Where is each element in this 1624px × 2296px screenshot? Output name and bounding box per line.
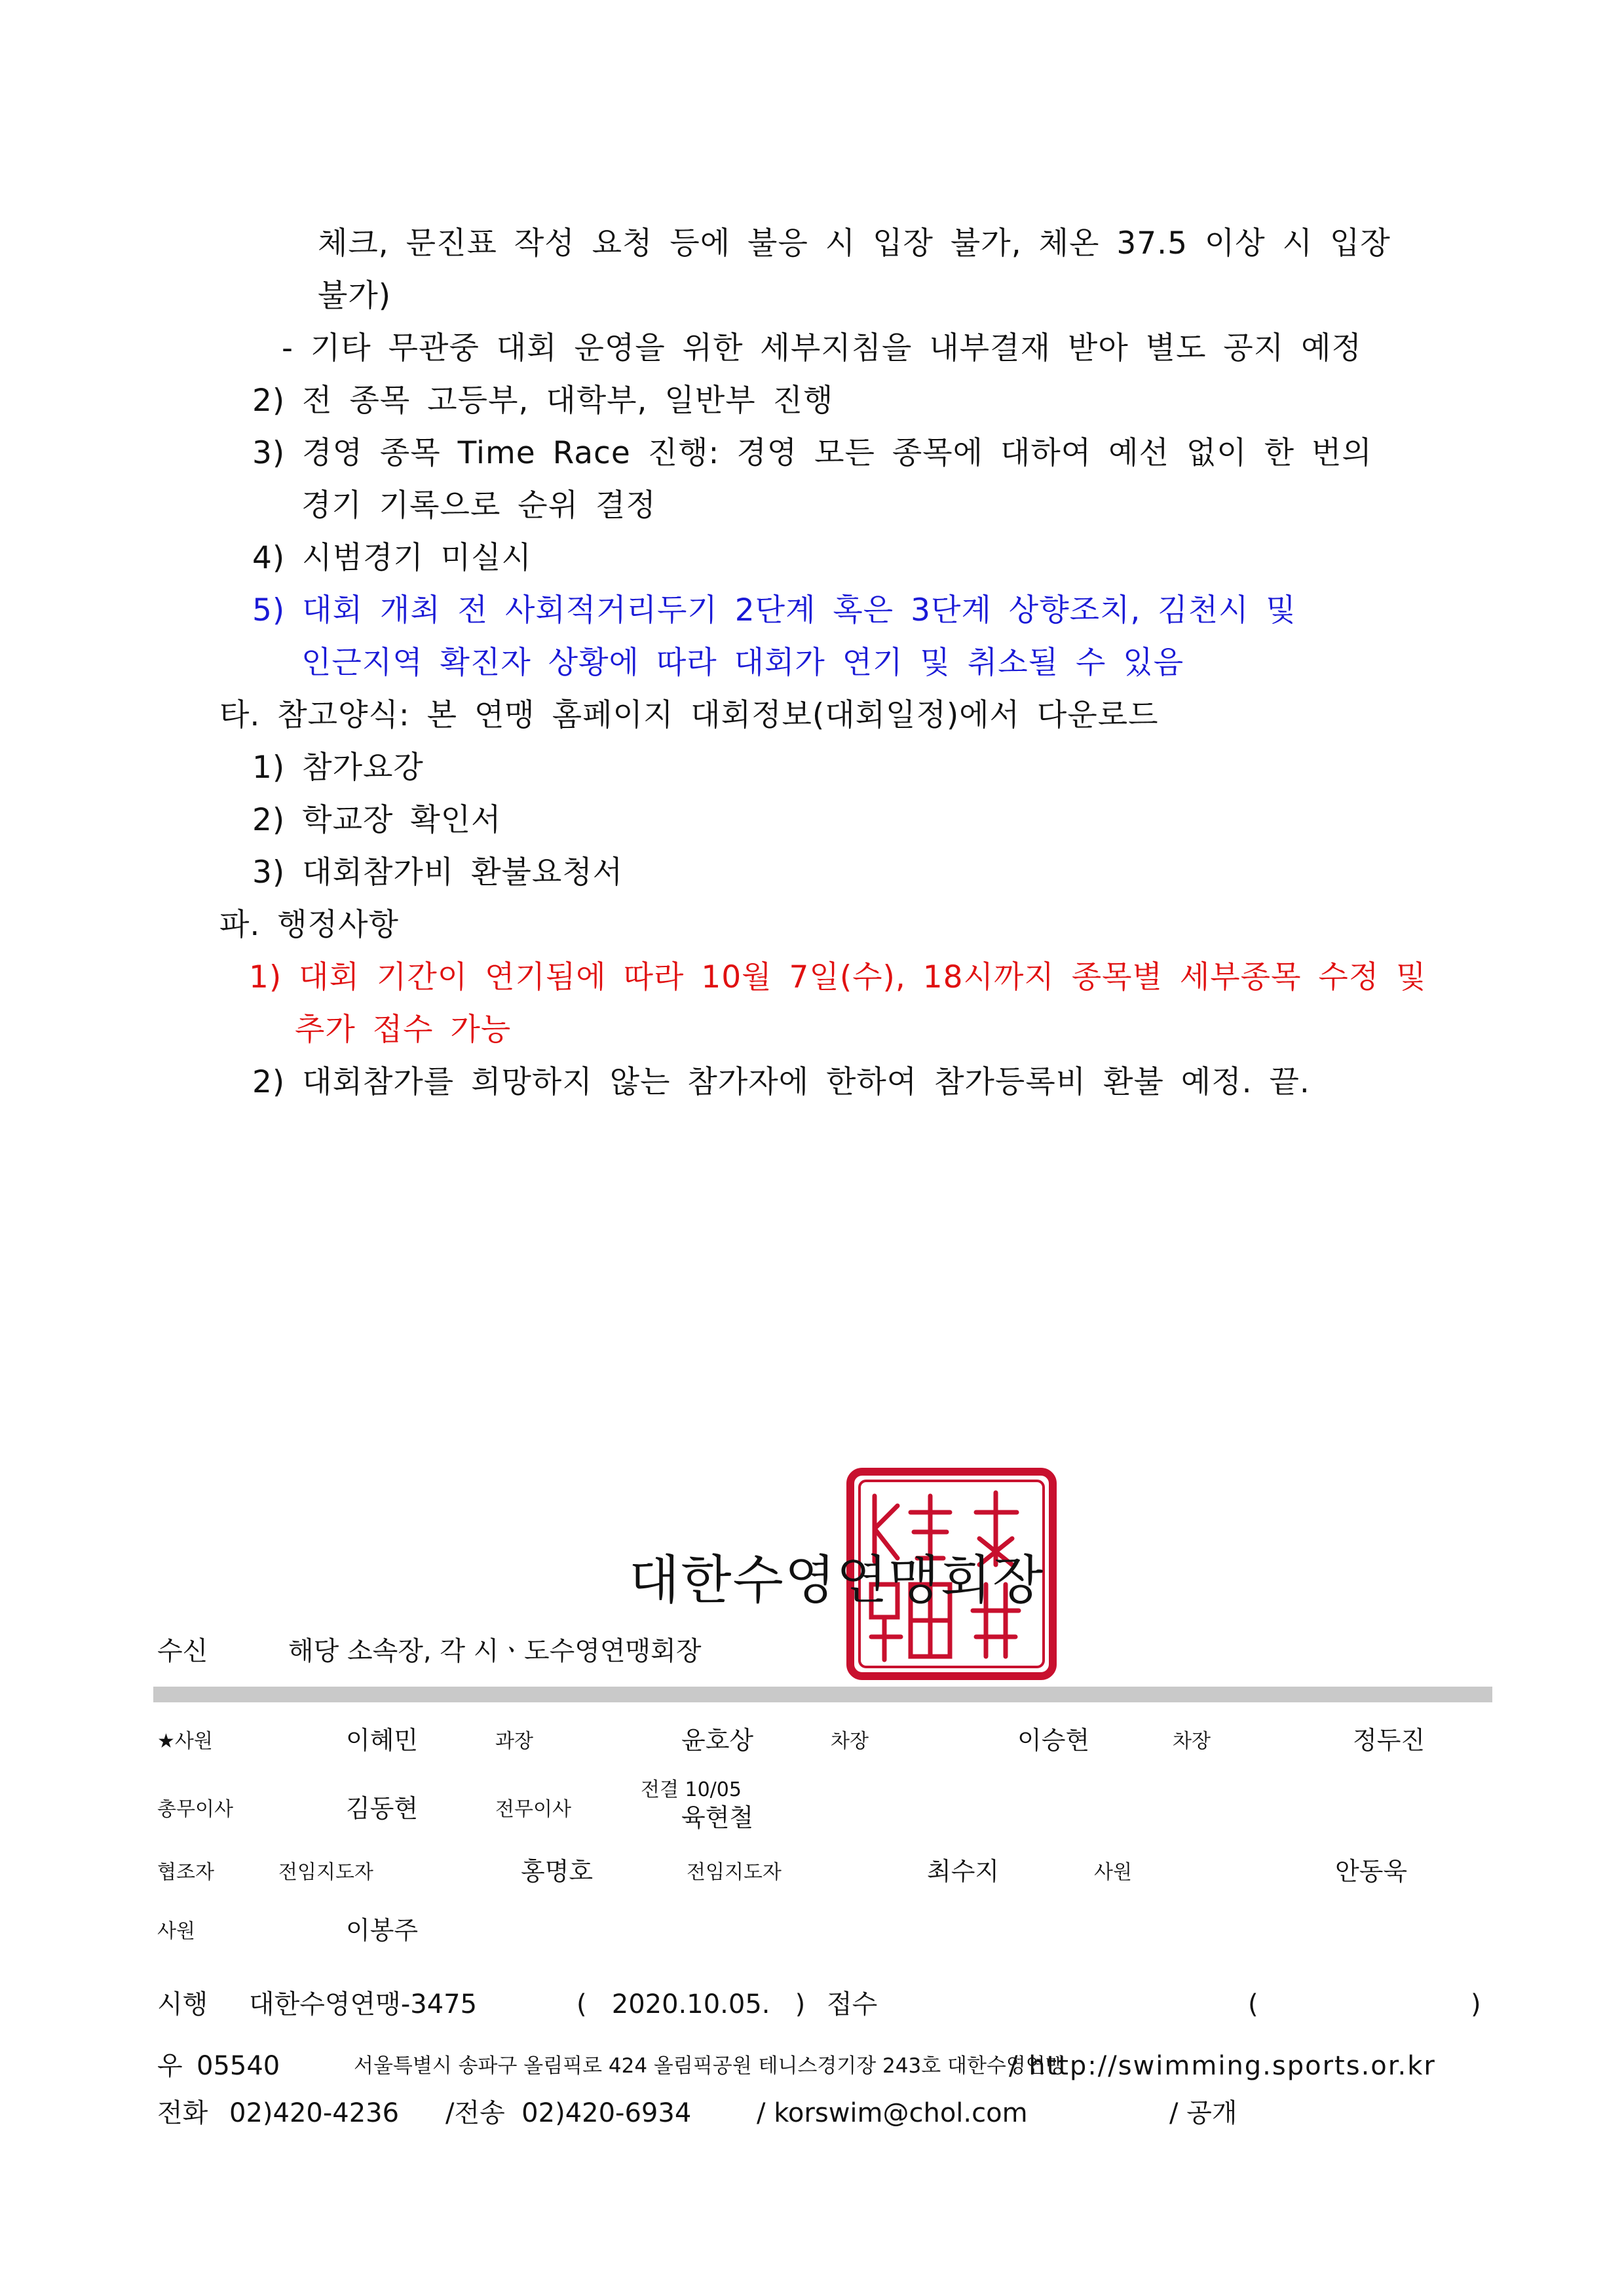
- divider-bar: [153, 1687, 1492, 1702]
- approval-name: 안동욱: [1335, 1857, 1408, 1886]
- approval-note: 전결 10/05: [641, 1778, 742, 1801]
- body-line-16: 추가 접수 가능: [295, 1012, 512, 1048]
- address: 서울특별시 송파구 올림픽로 424 올림픽공원 테니스경기장 243호 대한수영연맹: [354, 2054, 1065, 2078]
- postal-label: 우: [157, 2051, 183, 2081]
- receipt-label: 접수: [827, 1989, 878, 2019]
- body-line-4: 2) 전 종목 고등부, 대학부, 일반부 진행: [252, 383, 834, 419]
- approval-role: 전임지도자: [278, 1861, 373, 1884]
- body-line-1: 체크, 문진표 작성 요청 등에 불응 시 입장 불가, 체온 37.5 이상 시 입장: [318, 225, 1391, 261]
- phone-number: 02)420-4236: [229, 2098, 400, 2128]
- receipt-close: ): [1471, 1989, 1481, 2019]
- recipient-value: 해당 소속장, 각 시ㆍ도수영연맹회장: [288, 1636, 702, 1666]
- approval-name: 김동현: [346, 1794, 419, 1823]
- approval-role: 총무이사: [157, 1798, 233, 1821]
- approval-name: 이혜민: [346, 1726, 419, 1755]
- approval-role: 사원: [157, 1920, 195, 1943]
- postal-code: 05540: [197, 2051, 280, 2081]
- body-line-15: 1) 대회 기간이 연기됨에 따라 10월 7일(수), 18시까지 종목별 세부종목 수정 및: [249, 959, 1427, 995]
- phone-label: 전화: [157, 2098, 208, 2128]
- issue-label: 시행: [157, 1989, 208, 2019]
- approval-name: 육현철: [681, 1803, 754, 1832]
- body-line-2: 불가): [318, 278, 392, 314]
- approval-name: 최수지: [927, 1857, 1000, 1886]
- approval-role: 차장: [1173, 1730, 1211, 1753]
- approval-name: 홍명호: [521, 1857, 594, 1886]
- approval-role: 사원: [1094, 1861, 1132, 1884]
- disclosure-status: / 공개: [1169, 2098, 1237, 2128]
- cooperator-label: 협조자: [157, 1861, 214, 1884]
- receipt-open: (: [1248, 1989, 1258, 2019]
- approval-name: 이봉주: [346, 1916, 419, 1945]
- sender-title: 대한수영연맹회장: [629, 1550, 1045, 1611]
- body-line-3: - 기타 무관중 대회 운영을 위한 세부지침을 내부결재 받아 별도 공지 예정: [282, 330, 1362, 366]
- issue-date: ( 2020.10.05. ): [576, 1989, 806, 2019]
- body-line-9: 인근지역 확진자 상황에 따라 대회가 연기 및 취소될 수 있음: [301, 645, 1184, 681]
- approval-role: 전무이사: [495, 1798, 571, 1821]
- email-link[interactable]: / korswim@chol.com: [757, 2098, 1028, 2128]
- approval-role: 전임지도자: [687, 1861, 782, 1884]
- recipient-label: 수신: [157, 1636, 208, 1666]
- body-line-8: 5) 대회 개최 전 사회적거리두기 2단계 혹은 3단계 상향조치, 김천시 및: [252, 592, 1296, 628]
- website-link[interactable]: / http://swimming.sports.or.kr: [1009, 2051, 1436, 2081]
- body-line-7: 4) 시범경기 미실시: [252, 540, 532, 576]
- fax-number: /전송 02)420-6934: [445, 2098, 692, 2128]
- section-ta: 타. 참고양식: 본 연맹 홈페이지 대회정보(대회일정)에서 다운로드: [219, 697, 1159, 733]
- approval-role: 과장: [495, 1730, 533, 1753]
- body-line-17: 2) 대회참가를 희망하지 않는 참가자에 한하여 참가등록비 환불 예정. 끝.: [252, 1064, 1310, 1100]
- body-line-12: 2) 학교장 확인서: [252, 802, 502, 838]
- approval-name: 정두진: [1353, 1726, 1426, 1755]
- body-line-5: 3) 경영 종목 Time Race 진행: 경영 모든 종목에 대하여 예선 없이 한 번의: [252, 435, 1372, 471]
- issue-number: 대한수영연맹-3475: [249, 1989, 478, 2019]
- body-line-6: 경기 기록으로 순위 결정: [301, 488, 656, 524]
- approval-name: 윤호상: [681, 1726, 754, 1755]
- approval-name: 이승현: [1017, 1726, 1090, 1755]
- body-line-11: 1) 참가요강: [252, 750, 424, 786]
- approval-role: ★사원: [157, 1730, 213, 1753]
- body-line-13: 3) 대회참가비 환불요청서: [252, 854, 624, 890]
- section-pa: 파. 행정사항: [219, 907, 399, 943]
- approval-role: 차장: [831, 1730, 869, 1753]
